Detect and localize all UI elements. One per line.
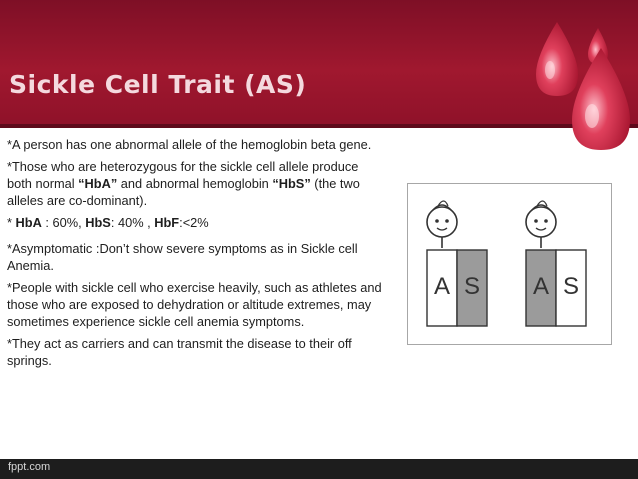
allele-label: A (532, 273, 550, 300)
header-divider (0, 124, 638, 128)
slide-title: Sickle Cell Trait (AS) (9, 70, 307, 99)
paragraph: * HbA : 60%, HbS: 40% , HbF:<2% (7, 215, 209, 230)
allele-label: S (463, 273, 481, 300)
footer-bar (0, 459, 638, 479)
paragraph: *People with sickle cell who exercise heavily, such as athletes and those who are exposed to dehydration or altitude extremes, may sometimes experience sickle cell anemia symptoms. (7, 280, 382, 329)
paragraph: *Those who are heterozygous for the sickle cell allele produce both normal “HbA” and abnormal hemoglobin “HbS” (the two alleles are co-dominant). (7, 159, 360, 208)
allele-label: S (562, 273, 580, 300)
child-figure-right (526, 201, 586, 326)
header-band (0, 0, 638, 128)
allele-label: A (433, 273, 451, 300)
child-figure-left (427, 201, 487, 326)
slide-body (7, 136, 382, 374)
genotype-illustration (407, 183, 612, 345)
paragraph: *Asymptomatic :Don’t show severe symptoms as in Sickle cell Anemia. (7, 241, 358, 273)
footer-brand[interactable]: fppt.com (8, 461, 51, 473)
paragraph: *A person has one abnormal allele of the hemoglobin beta gene. (7, 137, 372, 152)
paragraph: *They act as carriers and can transmit the disease to their off springs. (7, 336, 352, 368)
